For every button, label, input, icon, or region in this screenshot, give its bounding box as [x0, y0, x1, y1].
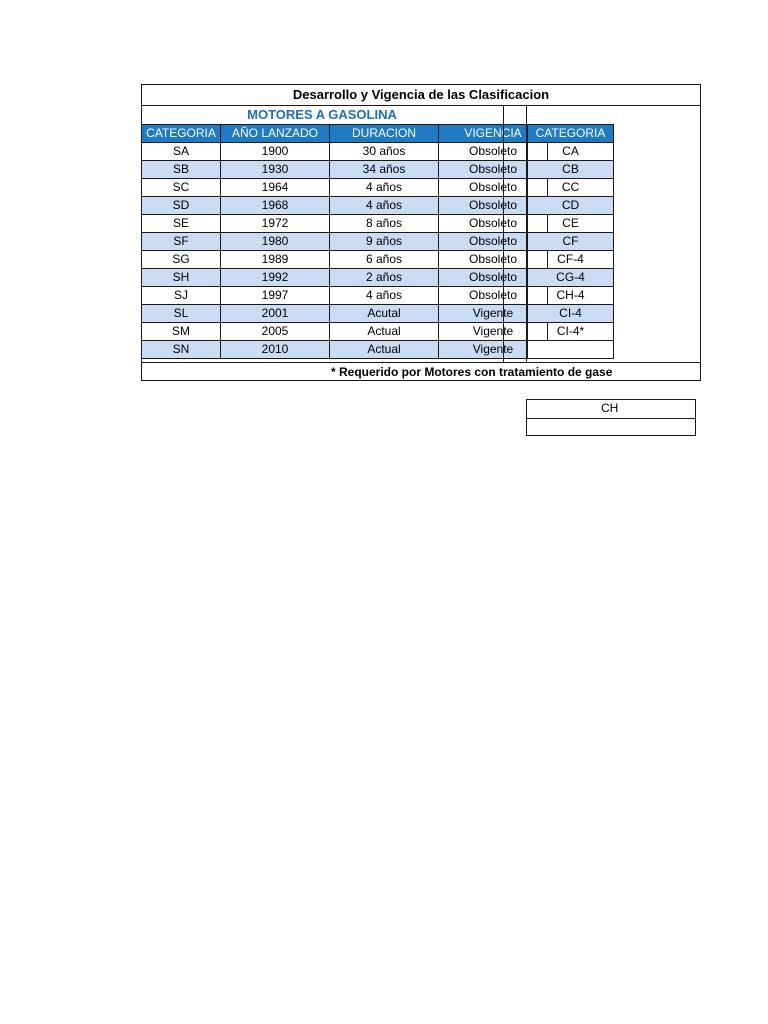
cell-ano: 1980: [221, 233, 330, 251]
cell-duracion: 2 años: [330, 269, 439, 287]
table-row: [142, 143, 548, 161]
cell-categoria: SJ: [142, 287, 221, 305]
section-title-gasolina: MOTORES A GASOLINA: [247, 107, 397, 122]
table-row: [528, 233, 614, 251]
table-row: [142, 197, 548, 215]
secondary-table-label: CH: [527, 400, 695, 419]
cell-duracion: Actual: [330, 341, 439, 359]
cell-ano: 1930: [221, 161, 330, 179]
header-vigencia: VIGENCIA: [439, 125, 548, 143]
cell-ano: 2001: [221, 305, 330, 323]
cell-vigencia: Vigente: [439, 323, 548, 341]
cell-vigencia: Obsoleto: [439, 233, 548, 251]
table-row: [528, 323, 614, 341]
cell-diesel-categoria: CC: [528, 179, 614, 197]
cell-categoria: SA: [142, 143, 221, 161]
column-separator: [503, 106, 527, 363]
table-row: [142, 269, 548, 287]
cell-diesel-categoria: CF-4: [528, 251, 614, 269]
table-row: [528, 305, 614, 323]
cell-vigencia: Obsoleto: [439, 269, 548, 287]
cell-categoria: SH: [142, 269, 221, 287]
cell-categoria: SG: [142, 251, 221, 269]
document-viewport: [0, 0, 619, 440]
cell-ano: 1968: [221, 197, 330, 215]
cell-ano: 1972: [221, 215, 330, 233]
cell-vigencia: Obsoleto: [439, 143, 548, 161]
cell-vigencia: Obsoleto: [439, 161, 548, 179]
table-row: [142, 215, 548, 233]
cell-ano: 2005: [221, 323, 330, 341]
header-diesel-categoria: CATEGORIA: [528, 125, 614, 143]
table-row: [528, 143, 614, 161]
table-row: [528, 287, 614, 305]
cell-duracion: 4 años: [330, 197, 439, 215]
cell-categoria: SL: [142, 305, 221, 323]
table-row: [142, 341, 548, 359]
secondary-table: [526, 399, 696, 436]
gasolina-header-row: [142, 125, 548, 143]
cell-duracion: Acutal: [330, 305, 439, 323]
cell-diesel-categoria: CG-4: [528, 269, 614, 287]
header-duracion: DURACION: [330, 125, 439, 143]
cell-ano: 1964: [221, 179, 330, 197]
cell-vigencia: Vigente: [439, 341, 548, 359]
table-row: [142, 287, 548, 305]
cell-vigencia: Obsoleto: [439, 197, 548, 215]
table-row: [528, 179, 614, 197]
cell-vigencia: Obsoleto: [439, 251, 548, 269]
cell-vigencia: Obsoleto: [439, 179, 548, 197]
cell-diesel-categoria: CD: [528, 197, 614, 215]
cell-duracion: Actual: [330, 323, 439, 341]
cell-vigencia: Obsoleto: [439, 215, 548, 233]
header-categoria: CATEGORIA: [142, 125, 221, 143]
cell-diesel-categoria: CA: [528, 143, 614, 161]
cell-duracion: 30 años: [330, 143, 439, 161]
cell-ano: 2010: [221, 341, 330, 359]
cell-categoria: SE: [142, 215, 221, 233]
cell-vigencia: Obsoleto: [439, 287, 548, 305]
table-row: [528, 161, 614, 179]
table-row: [142, 161, 548, 179]
cell-duracion: 8 años: [330, 215, 439, 233]
diesel-table: [527, 124, 614, 359]
gasolina-table: [141, 124, 548, 359]
cell-diesel-categoria: [528, 341, 614, 359]
cell-duracion: 4 años: [330, 287, 439, 305]
document-title: Desarrollo y Vigencia de las Clasificacion: [141, 84, 701, 106]
table-row: [528, 341, 614, 359]
header-ano-lanzado: AÑO LANZADO: [221, 125, 330, 143]
cell-diesel-categoria: CE: [528, 215, 614, 233]
cell-duracion: 6 años: [330, 251, 439, 269]
table-row: [528, 251, 614, 269]
cell-categoria: SD: [142, 197, 221, 215]
cell-categoria: SM: [142, 323, 221, 341]
cell-diesel-categoria: CF: [528, 233, 614, 251]
cell-ano: 1900: [221, 143, 330, 161]
cell-vigencia: Vigente: [439, 305, 548, 323]
table-row: [142, 179, 548, 197]
cell-duracion: 9 años: [330, 233, 439, 251]
cell-ano: 1997: [221, 287, 330, 305]
table-row: [528, 197, 614, 215]
cell-diesel-categoria: CI-4*: [528, 323, 614, 341]
cell-diesel-categoria: CB: [528, 161, 614, 179]
table-row: [142, 233, 548, 251]
cell-duracion: 34 años: [330, 161, 439, 179]
diesel-header-row: [528, 125, 614, 143]
cell-categoria: SN: [142, 341, 221, 359]
cell-categoria: SB: [142, 161, 221, 179]
cell-diesel-categoria: CI-4: [528, 305, 614, 323]
cell-ano: 1992: [221, 269, 330, 287]
table-row: [142, 323, 548, 341]
table-row: [528, 269, 614, 287]
cell-ano: 1989: [221, 251, 330, 269]
cell-categoria: SF: [142, 233, 221, 251]
cell-diesel-categoria: CH-4: [528, 287, 614, 305]
table-row: [528, 215, 614, 233]
table-row: [142, 305, 548, 323]
footnote: * Requerido por Motores con tratamiento de gase: [141, 362, 701, 381]
table-row: [142, 251, 548, 269]
cell-duracion: 4 años: [330, 179, 439, 197]
cell-categoria: SC: [142, 179, 221, 197]
